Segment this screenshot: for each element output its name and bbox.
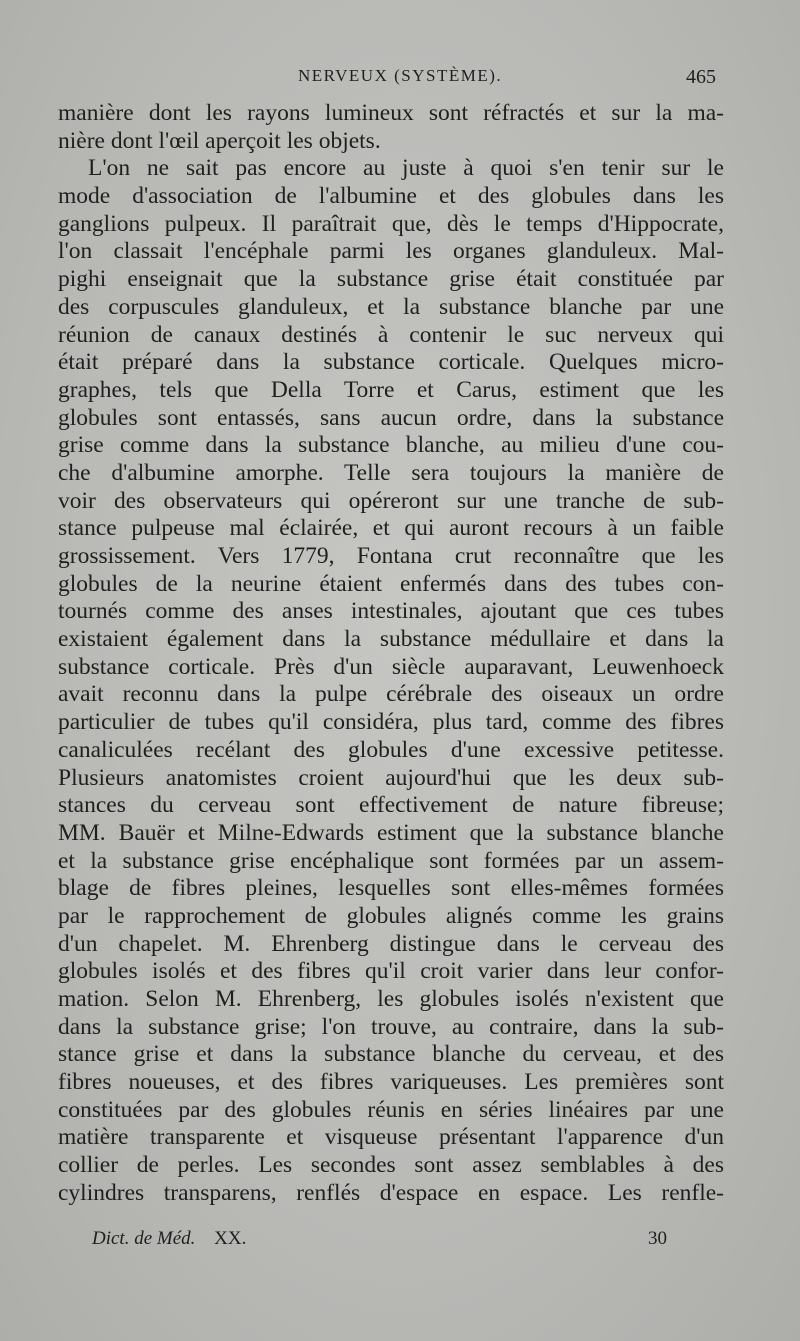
text-line: L'on ne sait pas encore au juste à quoi s'en tenir sur le: [88, 155, 724, 182]
text-line: stance pulpeuse mal éclairée, et qui auront recours à un faible: [58, 515, 724, 542]
text-line: MM. Bauër et Milne-Edwards estiment que la substance blanche: [58, 819, 724, 846]
text-line: collier de perles. Les secondes sont assez semblables à des: [58, 1152, 724, 1179]
text-line: stances du cerveau sont effectivement de nature fibreuse;: [58, 792, 724, 819]
text-line: mode d'association de l'albumine et des globules dans les: [58, 183, 724, 210]
text-line: dans la substance grise; l'on trouve, au contraire, dans la sub-: [58, 1013, 724, 1040]
text-line: mation. Selon M. Ehrenberg, les globules isolés n'existent que: [58, 986, 724, 1012]
text-line: che d'albumine amorphe. Telle sera toujours la manière de: [58, 459, 724, 486]
text-line: stance grise et dans la substance blanche du cerveau, et des: [58, 1041, 724, 1068]
text-line: fibres noueuses, et des fibres variqueuses. Les premières sont: [58, 1069, 724, 1096]
page-number: 465: [686, 66, 716, 88]
signature-volume: XX.: [214, 1228, 247, 1249]
text-line: globules sont entassés, sans aucun ordre, dans la substance: [58, 404, 724, 431]
text-line: constituées par des globules réunis en séries linéaires par une: [58, 1096, 724, 1123]
text-line: par le rapprochement de globules alignés comme les grains: [58, 902, 724, 929]
text-line: avait reconnu dans la pulpe cérébrale des oiseaux un ordre: [58, 681, 724, 708]
text-line: nière dont l'œil aperçoit les objets.: [58, 127, 381, 154]
text-line: manière dont les rayons lumineux sont réfractés et sur la ma-: [58, 100, 724, 126]
text-line: et la substance grise encéphalique sont formées par un assem-: [58, 847, 724, 874]
text-line: particulier de tubes qu'il considéra, plus tard, comme des fibres: [58, 709, 724, 736]
text-line: globules isolés et des fibres qu'il croit varier dans leur confor-: [58, 958, 724, 985]
paragraph: [58, 100, 724, 155]
text-line: Plusieurs anatomistes croient aujourd'hui que les deux sub-: [58, 764, 724, 791]
running-head: NERVEUX (SYSTÈME).: [298, 66, 503, 85]
text-line: était préparé dans la substance corticale. Quelques micro-: [58, 349, 724, 376]
text-line: blage de fibres pleines, lesquelles sont elles-mêmes formées: [58, 875, 724, 902]
text-line: d'un chapelet. M. Ehrenberg distingue dans le cerveau des: [58, 930, 724, 957]
text-line: grise comme dans la substance blanche, au milieu d'une cou-: [58, 432, 724, 459]
text-line: réunion de canaux destinés à contenir le suc nerveux qui: [58, 321, 724, 348]
page-footer: [0, 1228, 800, 1258]
text-line: tournés comme des anses intestinales, ajoutant que ces tubes: [58, 598, 724, 625]
text-line: substance corticale. Près d'un siècle auparavant, Leuwenhoeck: [58, 653, 724, 680]
text-line: graphes, tels que Della Torre et Carus, estiment que les: [58, 376, 724, 403]
text-line: globules de la neurine étaient enfermés dans des tubes con-: [58, 570, 724, 597]
paragraph: [58, 155, 724, 1207]
text-line: voir des observateurs qui opéreront sur une tranche de sub-: [58, 487, 724, 514]
body-text: [58, 100, 724, 1208]
text-line: l'on classait l'encéphale parmi les organes glanduleux. Mal-: [58, 238, 724, 265]
page-header: [0, 66, 800, 96]
text-line: ganglions pulpeux. Il paraîtrait que, dès le temps d'Hippocrate,: [58, 210, 724, 237]
signature-number: 30: [648, 1228, 667, 1249]
signature-title: Dict. de Méd.: [92, 1228, 196, 1249]
text-line: cylindres transparens, renflés d'espace en espace. Les renfle-: [58, 1179, 724, 1206]
text-line: canaliculées recélant des globules d'une excessive petitesse.: [58, 736, 724, 763]
text-line: existaient également dans la substance médullaire et dans la: [58, 626, 724, 653]
text-line: pighi enseignait que la substance grise était constituée par: [58, 266, 724, 293]
printer-signature: [92, 1228, 246, 1250]
text-line: grossissement. Vers 1779, Fontana crut reconnaître que les: [58, 543, 724, 569]
text-line: des corpuscules glanduleux, et la substance blanche par une: [58, 293, 724, 320]
text-line: matière transparente et visqueuse présentant l'apparence d'un: [58, 1124, 724, 1151]
